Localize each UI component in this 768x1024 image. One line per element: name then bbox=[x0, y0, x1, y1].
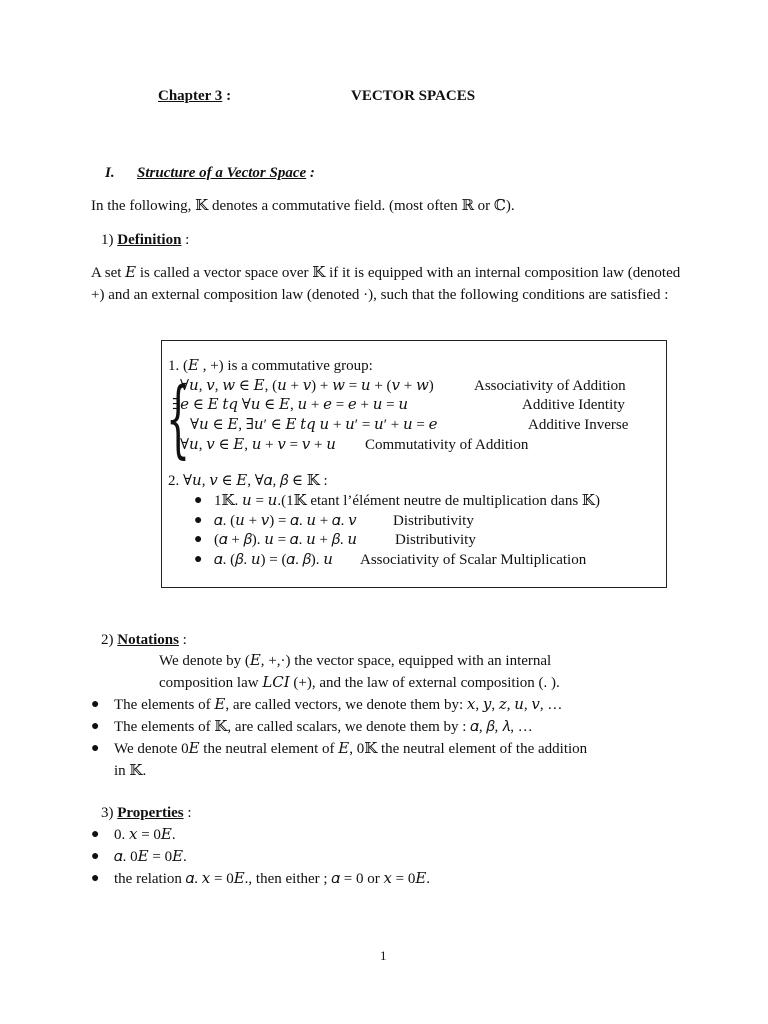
axiom-associativity-name: Associativity of Addition bbox=[474, 378, 626, 394]
bullet-icon: ● bbox=[194, 552, 203, 567]
scalar-axiom-associativity: 𝛼. (𝛽. 𝑢) = (𝛼. 𝛽). 𝑢 bbox=[214, 552, 333, 568]
bullet-icon: ● bbox=[194, 513, 203, 528]
axiom-inverse-name: Additive Inverse bbox=[528, 417, 629, 433]
properties-heading bbox=[101, 804, 192, 824]
notations-line-2: composition law 𝐿𝐶𝐼 (+), and the law of external composition (. ). bbox=[159, 675, 560, 691]
notation-neutral: We denote 0𝐸 the neutral element of 𝐸, 0𝕂 the neutral element of the addition bbox=[114, 741, 588, 757]
properties-number: 3) bbox=[101, 805, 114, 821]
scalar-axiom-distributivity-scalars-name: Distributivity bbox=[395, 532, 476, 548]
section-title bbox=[137, 164, 315, 184]
definition-label: Definition bbox=[117, 232, 182, 248]
axiom-inverse-formula: ∀𝑢 ∈ 𝐸, ∃𝑢′ ∈ 𝐸 𝑡𝑞 𝑢 + 𝑢′ = 𝑢′ + 𝑢 = 𝑒 bbox=[190, 417, 438, 433]
notation-vectors: The elements of 𝐸, are called vectors, we denote them by: 𝑥, 𝑦, 𝑧, 𝑢, 𝑣, … bbox=[114, 697, 563, 713]
left-brace: { bbox=[166, 369, 191, 467]
property-zero-scalar: 0. 𝑥 = 0𝐸. bbox=[114, 827, 176, 843]
scalar-axiom-distributivity-vectors-name: Distributivity bbox=[393, 513, 474, 529]
scalar-axiom-distributivity-scalars: (𝛼 + 𝛽). 𝑢 = 𝛼. 𝑢 + 𝛽. 𝑢 bbox=[214, 532, 358, 548]
intro-text: In the following, 𝕂 denotes a commutative field. (most often ℝ or ℂ). bbox=[91, 198, 515, 214]
definition-text: A set 𝐸 is called a vector space over 𝕂 if it is equipped with an internal composition law (denoted +) and an external composition law (denoted ·), such that the following conditions are satisfied : bbox=[91, 265, 681, 303]
axiom-identity-formula: ∃𝑒 ∈ 𝐸 𝑡𝑞 ∀𝑢 ∈ 𝐸, 𝑢 + 𝑒 = 𝑒 + 𝑢 = 𝑢 bbox=[172, 397, 409, 413]
bullet-icon: ● bbox=[91, 849, 100, 864]
bullet-icon: ● bbox=[91, 871, 100, 886]
axiom-commutativity-name: Commutativity of Addition bbox=[365, 437, 529, 453]
chapter-label bbox=[158, 87, 231, 107]
section-title-text: Structure of a Vector Space bbox=[137, 165, 307, 181]
bullet-icon: ● bbox=[91, 697, 100, 712]
bullet-icon: ● bbox=[91, 827, 100, 842]
axiom-commutativity-formula: ∀𝑢, 𝑣 ∈ 𝐸, 𝑢 + 𝑣 = 𝑣 + 𝑢 bbox=[180, 437, 336, 453]
notations-number: 2) bbox=[101, 632, 114, 648]
definition-number: 1) bbox=[101, 232, 114, 248]
notation-neutral-continued: in 𝕂. bbox=[114, 763, 147, 779]
notation-scalars: The elements of 𝕂, are called scalars, we denote them by : 𝛼, 𝛽, 𝜆, … bbox=[114, 719, 533, 735]
page-number: 1 bbox=[380, 948, 387, 963]
scalar-axiom-distributivity-vectors: 𝛼. (𝑢 + 𝑣) = 𝛼. 𝑢 + 𝛼. 𝑣 bbox=[214, 513, 357, 529]
chapter-colon: : bbox=[226, 88, 232, 104]
axiom-group-heading: 1. (𝐸 , +) is a commutative group: bbox=[168, 358, 373, 374]
definition-heading bbox=[101, 231, 189, 251]
axiom-identity-name: Additive Identity bbox=[522, 397, 625, 413]
property-zero-product: the relation 𝛼. 𝑥 = 0𝐸., then either ; 𝛼 = 0 or 𝑥 = 0𝐸. bbox=[114, 871, 431, 887]
axiom-associativity-formula: ∀𝑢, 𝑣, 𝑤 ∈ 𝐸, (𝑢 + 𝑣) + 𝑤 = 𝑢 + (𝑣 + 𝑤) bbox=[180, 378, 434, 394]
notations-colon: : bbox=[178, 632, 187, 648]
scalar-axiom-unit: 1𝕂. 𝑢 = 𝑢.(1𝕂 etant l’élément neutre de multiplication dans 𝕂) bbox=[214, 493, 600, 509]
properties-colon: : bbox=[183, 805, 192, 821]
properties-label: Properties bbox=[117, 805, 184, 821]
scalar-axioms-heading: 2. ∀𝑢, 𝑣 ∈ 𝐸, ∀𝛼, 𝛽 ∈ 𝕂 : bbox=[168, 473, 328, 489]
page-title: VECTOR SPACES bbox=[351, 88, 476, 104]
bullet-icon: ● bbox=[194, 532, 203, 547]
bullet-icon: ● bbox=[91, 741, 100, 756]
definition-colon: : bbox=[181, 232, 190, 248]
section-numeral: I. bbox=[105, 165, 115, 181]
bullet-icon: ● bbox=[194, 493, 203, 508]
notations-heading bbox=[101, 631, 187, 651]
section-title-colon: : bbox=[309, 165, 315, 181]
chapter-number: Chapter 3 bbox=[158, 88, 223, 104]
bullet-icon: ● bbox=[91, 719, 100, 734]
property-zero-vector: 𝛼. 0𝐸 = 0𝐸. bbox=[114, 849, 187, 865]
notations-line-1: We denote by (𝐸, +,·) the vector space, equipped with an internal bbox=[159, 653, 552, 669]
notations-label: Notations bbox=[117, 632, 179, 648]
scalar-axiom-associativity-name: Associativity of Scalar Multiplication bbox=[360, 552, 587, 568]
